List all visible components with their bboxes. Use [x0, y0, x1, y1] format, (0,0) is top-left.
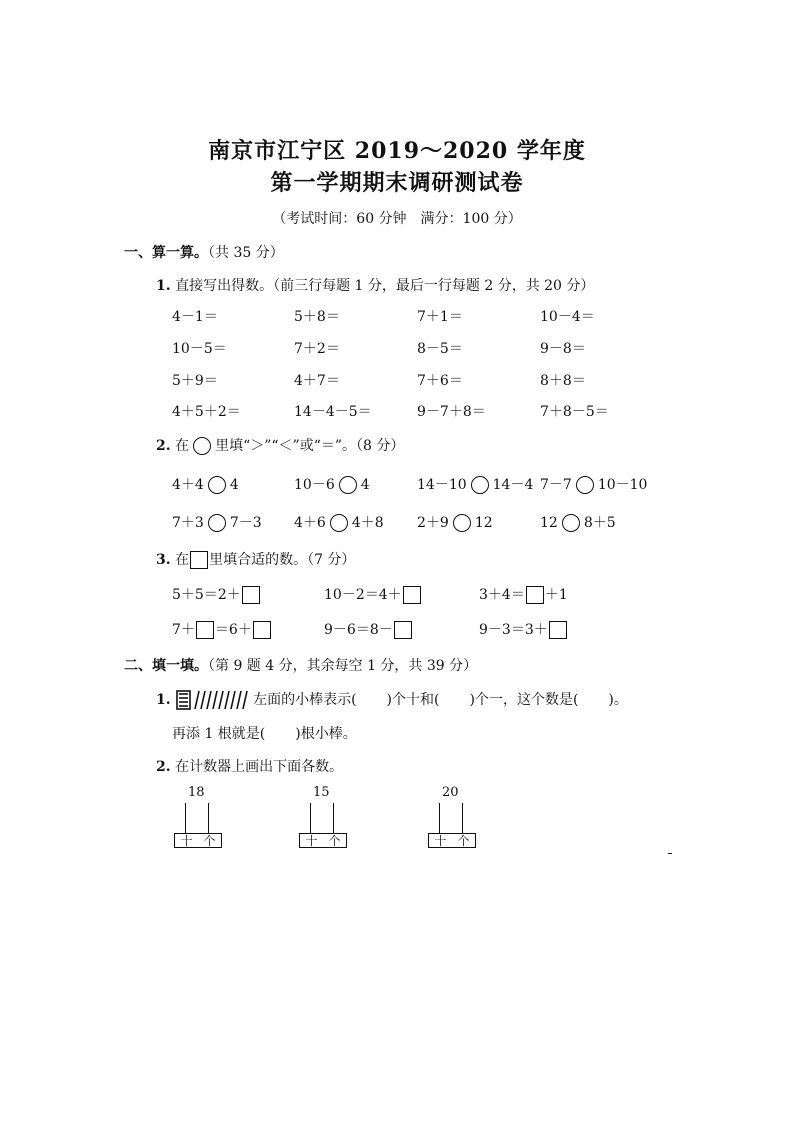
compare-right: 4＋8 [351, 515, 384, 531]
abacus-ones-label: 个 [457, 834, 470, 848]
page-subtitle: 第一学期期末调研测试卷 [270, 170, 524, 196]
section-2-heading: 二、填一填。（第 9 题 4 分，其余每空 1 分，共 39 分） [124, 658, 478, 674]
question-2-1-line2: 再添 1 根就是( )根小棒。 [172, 726, 357, 742]
arithmetic-item: 7＋1＝ [417, 309, 463, 325]
compare-left: 2＋9 [417, 515, 449, 531]
fill-box-text-a: 5＋5＝2＋ [172, 587, 241, 603]
compare-left: 7＋3 [172, 515, 204, 531]
question-2-1: 1. 左面的小棒表示( )个十和( )个一，这个数是( )。 [156, 689, 628, 711]
circle-symbol [193, 437, 211, 455]
compare-item [172, 474, 239, 494]
section-1-heading: 一、算一算。（共 35 分） [124, 245, 284, 261]
box-symbol [190, 551, 208, 569]
compare-right: 4 [360, 477, 370, 493]
abacus-tens-label: 十 [180, 834, 193, 848]
compare-left: 7－7 [540, 477, 572, 493]
abacus-rod[interactable] [185, 803, 186, 833]
abacus-number: 15 [313, 785, 330, 800]
compare-left: 14－10 [417, 477, 467, 493]
fill-box-text-a: 7＋ [172, 622, 195, 638]
answer-circle[interactable] [339, 476, 357, 494]
answer-circle[interactable] [453, 514, 471, 532]
abacus-ones-label: 个 [328, 834, 341, 848]
arithmetic-item: 5＋9＝ [172, 373, 218, 389]
compare-right: 8＋5 [583, 515, 616, 531]
compare-item [417, 474, 533, 494]
arithmetic-item: 7＋8－5＝ [540, 404, 609, 420]
compare-item [294, 512, 384, 532]
answer-box[interactable] [196, 621, 214, 639]
answer-box[interactable] [242, 586, 260, 604]
arithmetic-item: 7＋2＝ [294, 341, 340, 357]
answer-circle[interactable] [330, 514, 348, 532]
fill-box-text-a: 9－3＝3＋ [479, 622, 548, 638]
fill-box-item [324, 584, 422, 604]
arithmetic-item: 7＋6＝ [417, 373, 463, 389]
arithmetic-item: 10－4＝ [540, 309, 595, 325]
abacus-tens-label: 十 [305, 834, 318, 848]
stray-mark [668, 853, 672, 854]
compare-item [294, 474, 370, 494]
abacus-base [174, 833, 222, 848]
fill-box-item [172, 584, 261, 604]
abacus-number: 18 [188, 785, 205, 800]
abacus-ones-label: 个 [203, 834, 216, 848]
answer-circle[interactable] [208, 476, 226, 494]
fill-box-text-b: ＝6＋ [214, 622, 252, 638]
answer-box[interactable] [394, 621, 412, 639]
arithmetic-item: 14－4－5＝ [294, 404, 372, 420]
fill-box-item [479, 584, 568, 604]
compare-right: 14－4 [492, 477, 534, 493]
answer-box[interactable] [253, 621, 271, 639]
page-title: 南京市江宁区 2019～2020 学年度 [208, 138, 586, 164]
arithmetic-item: 8＋8＝ [540, 373, 586, 389]
fill-box-text-a: 10－2＝4＋ [324, 587, 402, 603]
abacus-rod[interactable] [439, 803, 440, 833]
answer-circle[interactable] [562, 514, 580, 532]
arithmetic-item: 4－1＝ [172, 309, 218, 325]
compare-item [417, 512, 493, 532]
arithmetic-item: 8－5＝ [417, 341, 463, 357]
answer-circle[interactable] [471, 476, 489, 494]
compare-left: 4＋6 [294, 515, 326, 531]
arithmetic-item: 4＋7＝ [294, 373, 340, 389]
answer-box[interactable] [549, 621, 567, 639]
abacus-rod[interactable] [462, 803, 463, 833]
abacus-rod[interactable] [310, 803, 311, 833]
question-1-3: 3. 在 里填合适的数。（7 分） [156, 552, 356, 568]
compare-right: 12 [474, 515, 493, 531]
answer-box[interactable] [403, 586, 421, 604]
compare-left: 10－6 [294, 477, 335, 493]
fill-box-text-a: 9－6＝8－ [324, 622, 393, 638]
abacus-rod[interactable] [208, 803, 209, 833]
answer-circle[interactable] [576, 476, 594, 494]
fill-box-item [324, 619, 413, 639]
compare-right: 4 [229, 477, 239, 493]
question-1-2: 2. 在 里填“＞”“＜”或“＝”。（8 分） [156, 438, 405, 454]
abacus-number: 20 [442, 785, 459, 800]
compare-left: 12 [540, 515, 558, 531]
abacus-tens-label: 十 [434, 834, 447, 848]
compare-left: 4＋4 [172, 477, 204, 493]
fill-box-text-b: ＋1 [544, 587, 568, 603]
fill-box-item [172, 619, 272, 639]
arithmetic-item: 9－7＋8＝ [417, 404, 486, 420]
arithmetic-item: 10－5＝ [172, 341, 227, 357]
exam-info: （考试时间：60 分钟 满分：100 分） [272, 211, 522, 227]
compare-item [540, 474, 647, 494]
abacus-rod[interactable] [333, 803, 334, 833]
arithmetic-item: 5＋8＝ [294, 309, 340, 325]
compare-right: 10－10 [597, 477, 648, 493]
fill-box-item [479, 619, 568, 639]
question-1-1: 1. 直接写出得数。（前三行每题 1 分，最后一行每题 2 分，共 20 分） [156, 278, 595, 294]
arithmetic-item: 9－8＝ [540, 341, 586, 357]
abacus-base [428, 833, 476, 848]
compare-right: 7－3 [229, 515, 262, 531]
compare-item [540, 512, 616, 532]
question-2-2: 2. 在计数器上画出下面各数。 [156, 759, 344, 775]
arithmetic-item: 4＋5＋2＝ [172, 404, 241, 420]
answer-circle[interactable] [208, 514, 226, 532]
abacus-base [299, 833, 347, 848]
fill-box-text-a: 3＋4＝ [479, 587, 525, 603]
compare-item [172, 512, 262, 532]
answer-box[interactable] [526, 586, 544, 604]
sticks-icon [175, 689, 253, 711]
